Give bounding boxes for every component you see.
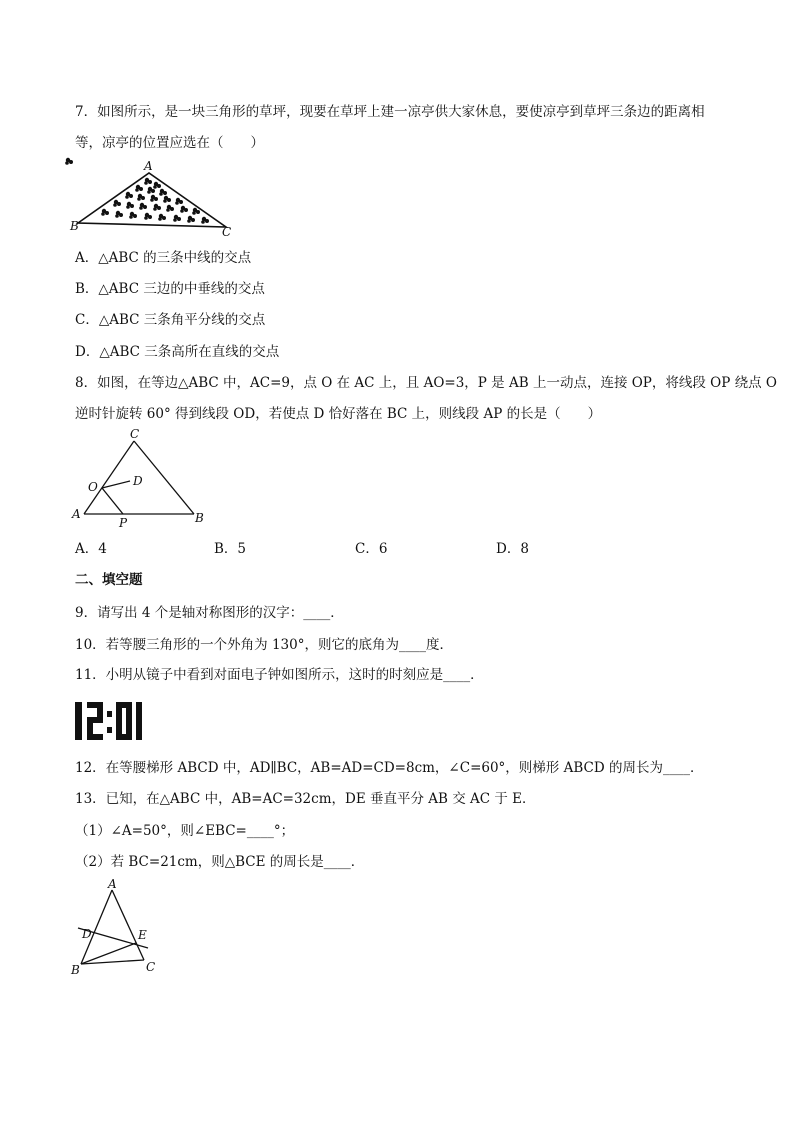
q7-label-b: B bbox=[70, 219, 79, 233]
clock-display bbox=[73, 700, 143, 742]
q7-label-a: A bbox=[144, 159, 153, 173]
q7-option-d: D．△ABC 三条高所在直线的交点 bbox=[75, 344, 280, 360]
q11-text: 11．小明从镜子中看到对面电子钟如图所示，这时的时刻应是____． bbox=[75, 667, 484, 683]
q8-label-p: P bbox=[119, 516, 128, 530]
q7-triangle-figure bbox=[68, 160, 238, 240]
q8-option-b: B．5 bbox=[214, 541, 247, 557]
q7-text-line1: 7．如图所示，是一块三角形的草坪，现要在草坪上建一凉亭供大家休息，要使凉亭到草坪三条边的距离相 bbox=[75, 104, 705, 120]
q8-text-line2: 逆时针旋转 60° 得到线段 OD，若使点 D 恰好落在 BC 上，则线段 AP 的长是（ ） bbox=[75, 406, 602, 422]
q8-option-a: A．4 bbox=[75, 541, 107, 557]
q10-text: 10．若等腰三角形的一个外角为 130°，则它的底角为____度． bbox=[75, 637, 453, 653]
q13-triangle-figure bbox=[68, 877, 168, 980]
q7-option-a: A．△ABC 的三条中线的交点 bbox=[75, 250, 252, 266]
q13-text: 13．已知，在△ABC 中，AB=AC=32cm，DE 垂直平分 AB 交 AC 于 E． bbox=[75, 791, 536, 807]
q7-option-c: C．△ABC 三条角平分线的交点 bbox=[75, 312, 266, 328]
q8-label-b: B bbox=[195, 511, 204, 525]
q8-label-c: C bbox=[130, 427, 140, 441]
q9-text: 9．请写出 4 个是轴对称图形的汉字：____． bbox=[75, 605, 344, 621]
q13-label-a: A bbox=[108, 877, 117, 891]
q7-text-line2: 等，凉亭的位置应选在（ ） bbox=[75, 135, 264, 151]
q8-label-o: O bbox=[88, 480, 98, 494]
q13-label-c: C bbox=[146, 960, 156, 974]
q12-text: 12．在等腰梯形 ABCD 中，AD∥BC，AB=AD=CD=8cm，∠C=60°，则梯形 ABCD 的周长为____． bbox=[75, 760, 704, 776]
q13-sub1: （1）∠A=50°，则∠EBC=____°； bbox=[75, 823, 295, 839]
q8-label-d: D bbox=[133, 474, 143, 488]
q13-label-e: E bbox=[138, 928, 147, 942]
q8-text-line1: 8．如图，在等边△ABC 中，AC=9，点 O 在 AC 上，且 AO=3，P 是 AB 上一动点，连接 OP，将线段 OP 绕点 O bbox=[75, 375, 777, 391]
q8-option-d: D．8 bbox=[496, 541, 529, 557]
q7-label-c: C bbox=[222, 225, 232, 239]
q13-sub2: （2）若 BC=21cm，则△BCE 的周长是____． bbox=[75, 854, 365, 870]
q8-triangle-figure bbox=[68, 428, 218, 528]
q13-label-b: B bbox=[71, 963, 80, 977]
section-title-fill-blank: 二、填空题 bbox=[75, 572, 143, 588]
q8-label-a: A bbox=[72, 507, 81, 521]
q7-option-b: B．△ABC 三边的中垂线的交点 bbox=[75, 281, 265, 297]
grass-pattern bbox=[65, 158, 209, 224]
q13-label-d: D bbox=[82, 927, 92, 941]
q8-option-c: C．6 bbox=[355, 541, 388, 557]
